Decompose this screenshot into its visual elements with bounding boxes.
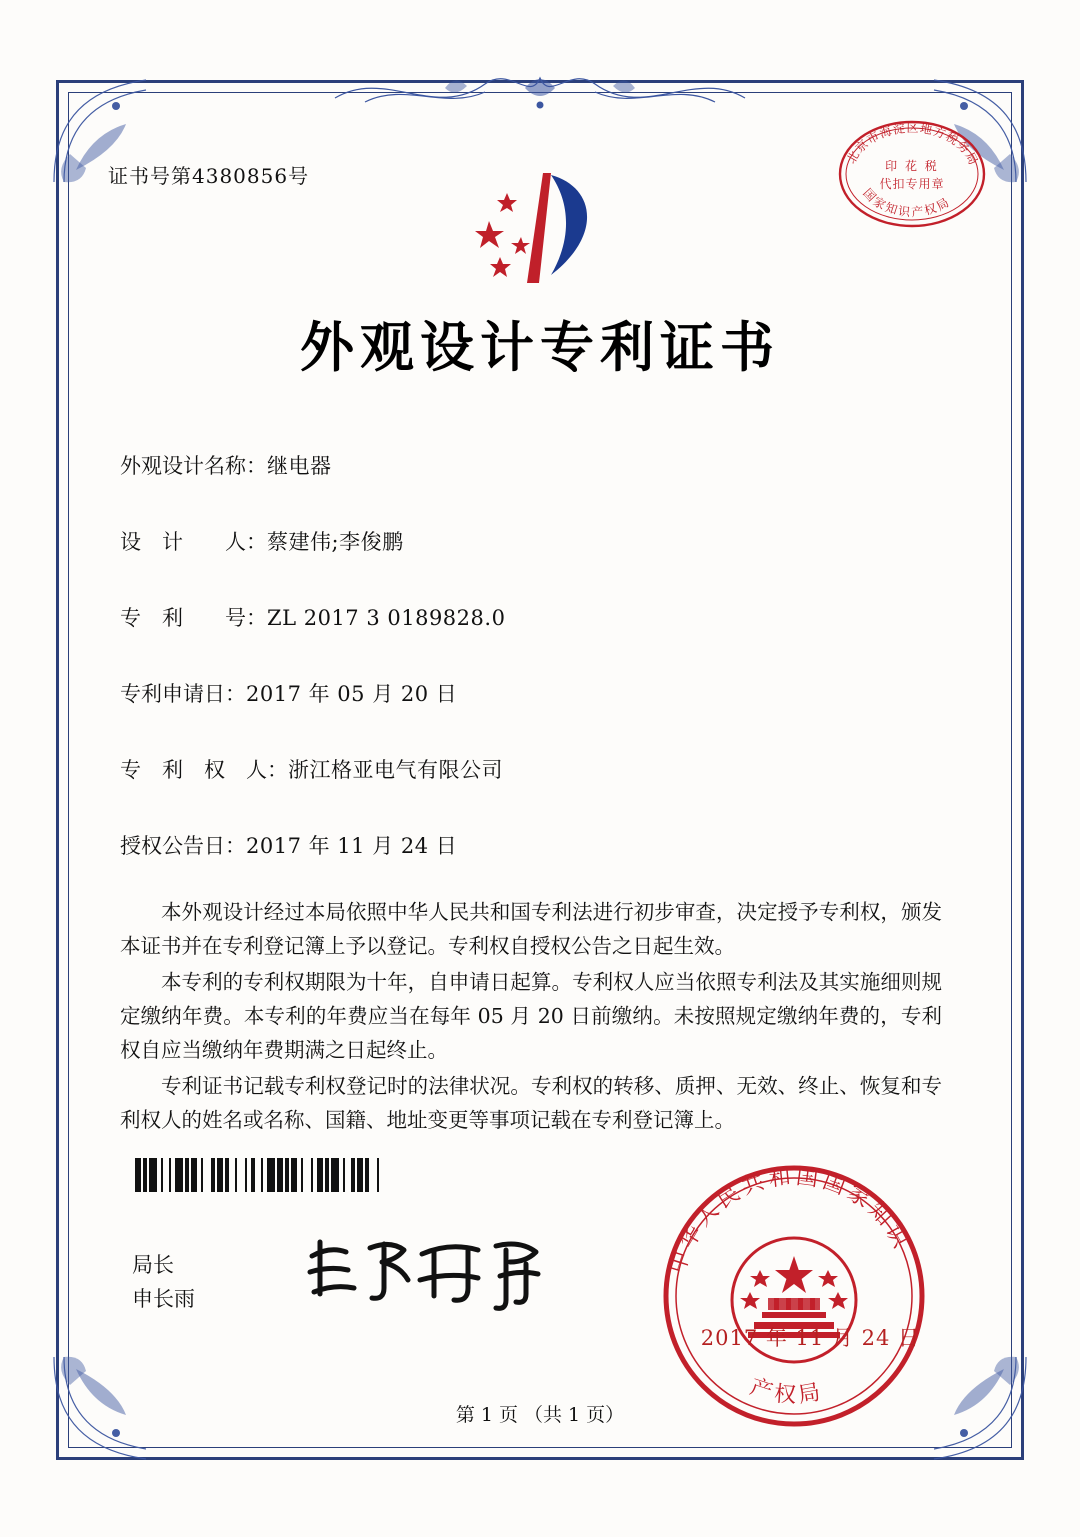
field-grant-date-value: 2017 年 11 月 24 日 — [246, 834, 458, 858]
svg-text:中华人民共和国国家知识: 中华人民共和国国家知识 — [665, 1164, 915, 1277]
handwritten-signature — [300, 1228, 550, 1318]
director-name: 申长雨 — [132, 1287, 195, 1311]
svg-text:国家知识产权局: 国家知识产权局 — [860, 185, 953, 220]
director-signature-label — [132, 1248, 195, 1316]
field-designer-value: 蔡建伟;李俊鹏 — [267, 530, 404, 554]
page-title: 外观设计专利证书 — [300, 315, 780, 379]
paragraph-2: 本专利的专利权期限为十年，自申请日起算。专利权人应当依照专利法及其实施细则规定缴纳年费。本专利的年费应当在每年 05 月 20 日前缴纳。未按照规定缴纳年费的，专利权自应当缴纳年费期满之日起终止。 — [120, 970, 942, 1062]
svg-text:北京市海淀区地方税务局: 北京市海淀区地方税务局 — [843, 120, 981, 168]
paragraph-3: 专利证书记载专利权登记时的法律状况。专利权的转移、质押、无效、终止、恢复和专利权人的姓名或名称、国籍、地址变更等事项记载在专利登记簿上。 — [120, 1074, 942, 1132]
svg-text:印 花 税: 印 花 税 — [885, 159, 939, 173]
field-patentee-value: 浙江格亚电气有限公司 — [288, 758, 503, 782]
patent-barcode — [135, 1158, 413, 1192]
certificate-body-text — [120, 895, 942, 1139]
tax-bureau-stamp — [836, 118, 988, 230]
field-patent-number — [120, 602, 960, 632]
field-designer-label: 设 计 人： — [120, 530, 267, 554]
field-application-date-value: 2017 年 05 月 20 日 — [246, 682, 458, 706]
certificate-number: 证书号第4380856号 — [108, 164, 310, 188]
director-title: 局长 — [132, 1253, 174, 1277]
paragraph-1: 本外观设计经过本局依照中华人民共和国专利法进行初步审查，决定授予专利权，颁发本证书并在专利登记簿上予以登记。专利权自授权公告之日起生效。 — [120, 900, 942, 958]
field-design-name — [120, 450, 960, 480]
certificate-fields — [120, 450, 960, 906]
national-ip-administration-seal — [658, 1160, 930, 1432]
field-patentee-label: 专 利 权 人： — [120, 758, 288, 782]
field-application-date-label: 专利申请日： — [120, 682, 246, 706]
field-patentee — [120, 754, 960, 784]
field-application-date — [120, 678, 960, 708]
field-patent-number-value: ZL 2017 3 0189828.0 — [267, 606, 506, 630]
page-footer: 第 1 页 （共 1 页） — [455, 1404, 625, 1426]
sipo-logo — [455, 165, 625, 290]
svg-text:产权局: 产权局 — [746, 1374, 827, 1409]
seal-date: 2017 年 11 月 24 日 — [700, 1326, 920, 1350]
top-flourish-ornament — [325, 58, 755, 122]
field-grant-date-label: 授权公告日： — [120, 834, 246, 858]
field-grant-date — [120, 830, 960, 860]
svg-text:代扣专用章: 代扣专用章 — [879, 177, 945, 191]
field-patent-number-label: 专 利 号： — [120, 606, 267, 630]
field-design-name-label: 外观设计名称： — [120, 454, 267, 478]
field-designer — [120, 526, 960, 556]
field-design-name-value: 继电器 — [267, 454, 332, 478]
